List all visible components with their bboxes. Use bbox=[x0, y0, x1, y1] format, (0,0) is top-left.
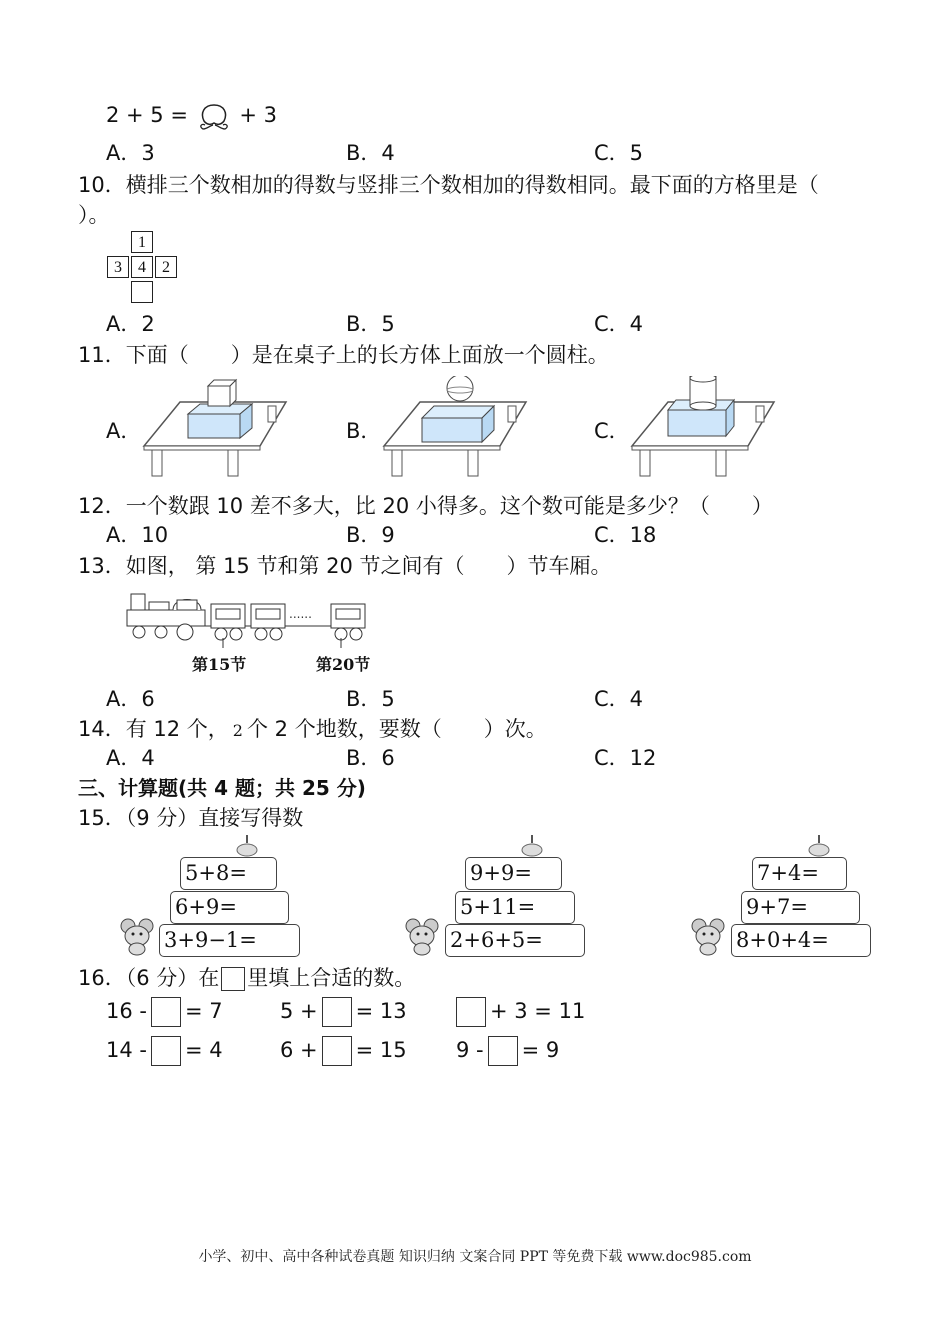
q14-option-b[interactable]: B．6 bbox=[346, 746, 395, 770]
eq-post: + 3 = 11 bbox=[490, 999, 586, 1023]
q11-question: 11．下面（ ）是在桌子上的长方体上面放一个圆柱。 bbox=[78, 343, 609, 367]
calc-box[interactable]: 9+7= bbox=[741, 891, 860, 924]
eq-post: = 9 bbox=[521, 1038, 560, 1062]
q10-option-c[interactable]: C．4 bbox=[594, 312, 644, 336]
q11-option-b[interactable]: B． bbox=[346, 419, 382, 443]
train-label-20: 第20节 bbox=[316, 655, 371, 674]
q15-question: 15．（9 分）直接写得数 bbox=[78, 806, 304, 830]
grid-cell-right: 2 bbox=[155, 256, 177, 278]
q12-option-a[interactable]: A．10 bbox=[106, 523, 169, 547]
q13-option-c[interactable]: C．4 bbox=[594, 687, 644, 711]
fill-equation bbox=[280, 997, 407, 1027]
calc-box[interactable]: 3+9−1= bbox=[159, 924, 300, 957]
answer-box[interactable] bbox=[488, 1036, 518, 1066]
table-sphere-illustration bbox=[380, 376, 530, 478]
grid-cell-center: 4 bbox=[131, 256, 153, 278]
calc-box[interactable]: 5+8= bbox=[180, 857, 277, 890]
q13-option-b[interactable]: B．5 bbox=[346, 687, 395, 711]
q14-text-a: 14．有 12 个， bbox=[78, 717, 229, 741]
eq-post: = 13 bbox=[355, 999, 407, 1023]
answer-box[interactable] bbox=[151, 1036, 181, 1066]
svg-text:......: ...... bbox=[289, 607, 312, 621]
eq-pre: 6 + bbox=[280, 1038, 318, 1062]
eq-pre: 14 - bbox=[106, 1038, 147, 1062]
table-cube-illustration bbox=[140, 376, 290, 478]
eq-pre: 9 - bbox=[456, 1038, 484, 1062]
train-label-15: 第15节 bbox=[192, 655, 247, 674]
q10-question-line2: ）。 bbox=[78, 203, 110, 227]
q14-option-c[interactable]: C．12 bbox=[594, 746, 657, 770]
page-footer: 小学、初中、高中各种试卷真题 知识归纳 文案合同 PPT 等免费下载 www.doc985.com bbox=[198, 1249, 752, 1265]
q16-text-a: 16．（6 分）在 bbox=[78, 966, 220, 990]
train-illustration bbox=[125, 586, 375, 648]
q16-question bbox=[78, 965, 415, 991]
mouse-mascot-icon bbox=[689, 916, 727, 956]
fill-equation bbox=[456, 1036, 559, 1066]
q10-option-b[interactable]: B．5 bbox=[346, 312, 395, 336]
mouse-mascot-icon bbox=[118, 916, 156, 956]
answer-box[interactable] bbox=[456, 997, 486, 1027]
eq-post: = 15 bbox=[355, 1038, 407, 1062]
grid-cell-top: 1 bbox=[131, 231, 153, 253]
calc-box[interactable]: 9+9= bbox=[465, 857, 562, 890]
q11-option-c[interactable]: C． bbox=[594, 419, 630, 443]
answer-box[interactable] bbox=[151, 997, 181, 1027]
q9-equation bbox=[106, 101, 277, 131]
q9-left: 2 + 5 = bbox=[106, 103, 188, 127]
calc-box[interactable]: 5+11= bbox=[455, 891, 575, 924]
section-title: 三、计算题(共 4 题；共 25 分) bbox=[78, 776, 366, 800]
q14-question bbox=[78, 716, 547, 744]
answer-box[interactable] bbox=[322, 1036, 352, 1066]
q13-question: 13．如图， 第 15 节和第 20 节之间有（ ）节车厢。 bbox=[78, 554, 612, 578]
q10-option-a[interactable]: A．2 bbox=[106, 312, 155, 336]
cake-candle-icon bbox=[234, 833, 260, 857]
fill-equation bbox=[280, 1036, 407, 1066]
q10-question-line1: 10．横排三个数相加的得数与竖排三个数相加的得数相同。最下面的方格里是（ bbox=[78, 173, 819, 197]
fill-equation bbox=[106, 997, 223, 1027]
q9-option-b[interactable]: B．4 bbox=[346, 141, 395, 165]
calc-box[interactable]: 2+6+5= bbox=[445, 924, 585, 957]
q9-right: + 3 bbox=[239, 103, 277, 127]
cake-candle-icon bbox=[806, 833, 832, 857]
answer-box[interactable] bbox=[322, 997, 352, 1027]
calc-box[interactable]: 8+0+4= bbox=[731, 924, 871, 957]
grid-cell-left: 3 bbox=[107, 256, 129, 278]
q11-option-a[interactable]: A． bbox=[106, 419, 142, 443]
q16-text-b: 里填上合适的数。 bbox=[247, 966, 416, 990]
eq-pre: 16 - bbox=[106, 999, 147, 1023]
q9-option-a[interactable]: A．3 bbox=[106, 141, 155, 165]
calc-box[interactable]: 6+9= bbox=[170, 891, 289, 924]
eq-post: = 7 bbox=[184, 999, 223, 1023]
q13-option-a[interactable]: A．6 bbox=[106, 687, 155, 711]
cake-candle-icon bbox=[519, 833, 545, 857]
calc-box[interactable]: 7+4= bbox=[752, 857, 847, 890]
q12-question: 12．一个数跟 10 差不多大，比 20 小得多。这个数可能是多少？（ ） bbox=[78, 494, 773, 518]
q14-small-digit: 2 bbox=[232, 721, 243, 740]
mouse-mascot-icon bbox=[403, 916, 441, 956]
q14-option-a[interactable]: A．4 bbox=[106, 746, 155, 770]
eq-post: = 4 bbox=[184, 1038, 223, 1062]
q14-text-b: 个 2 个地数，要数（ ）次。 bbox=[246, 717, 547, 741]
fill-equation bbox=[452, 997, 585, 1027]
eq-pre: 5 + bbox=[280, 999, 318, 1023]
grid-cell-bottom-blank bbox=[131, 281, 153, 303]
peach-icon bbox=[195, 101, 233, 131]
inline-answer-box bbox=[221, 967, 245, 991]
q12-option-c[interactable]: C．18 bbox=[594, 523, 657, 547]
fill-equation bbox=[106, 1036, 223, 1066]
q12-option-b[interactable]: B．9 bbox=[346, 523, 395, 547]
q9-option-c[interactable]: C．5 bbox=[594, 141, 644, 165]
table-cylinder-illustration bbox=[628, 376, 778, 478]
